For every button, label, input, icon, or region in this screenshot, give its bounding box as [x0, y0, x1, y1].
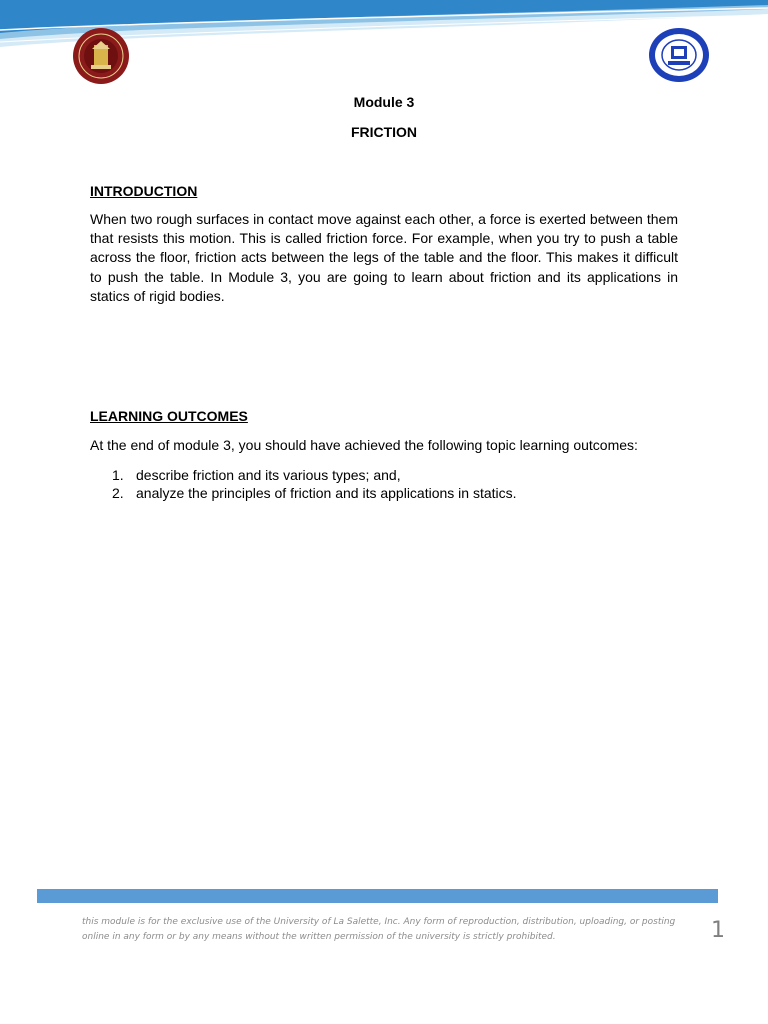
footer-bar — [37, 889, 718, 903]
learning-outcomes-intro: At the end of module 3, you should have achieved the following topic learning outcomes: — [90, 437, 638, 453]
learning-outcomes-heading: LEARNING OUTCOMES — [90, 408, 248, 424]
module-topic: FRICTION — [350, 124, 418, 140]
list-item — [112, 484, 517, 502]
university-seal-right-icon — [648, 27, 710, 83]
introduction-heading: INTRODUCTION — [90, 183, 198, 199]
list-item-number: 2. — [112, 485, 124, 501]
footer-notice: this module is for the exclusive use of the University of La Salette, Inc. Any form of reproduction, distribution, uploading, or posting online in any form or by any means without the written permission of the university is strictly prohibited. — [82, 917, 676, 942]
learning-outcomes-list — [112, 466, 517, 502]
page-number: 1 — [711, 918, 725, 943]
introduction-paragraph: When two rough surfaces in contact move against each other, a force is exerted between them that resists this motion. This is called friction force. For example, when you try to push a table across the floor, friction acts between the legs of the table and the floor. This makes it difficult to push the table. In Module 3, you are going to learn about friction and its applications in statics of rigid bodies. — [90, 211, 678, 304]
list-item — [112, 466, 517, 484]
module-number: Module 3 — [353, 94, 415, 110]
list-item-text: describe friction and its various types; and, — [136, 467, 401, 483]
list-item-text: analyze the principles of friction and its applications in statics. — [136, 485, 517, 501]
university-seal-left-icon — [72, 27, 130, 85]
list-item-number: 1. — [112, 467, 124, 483]
